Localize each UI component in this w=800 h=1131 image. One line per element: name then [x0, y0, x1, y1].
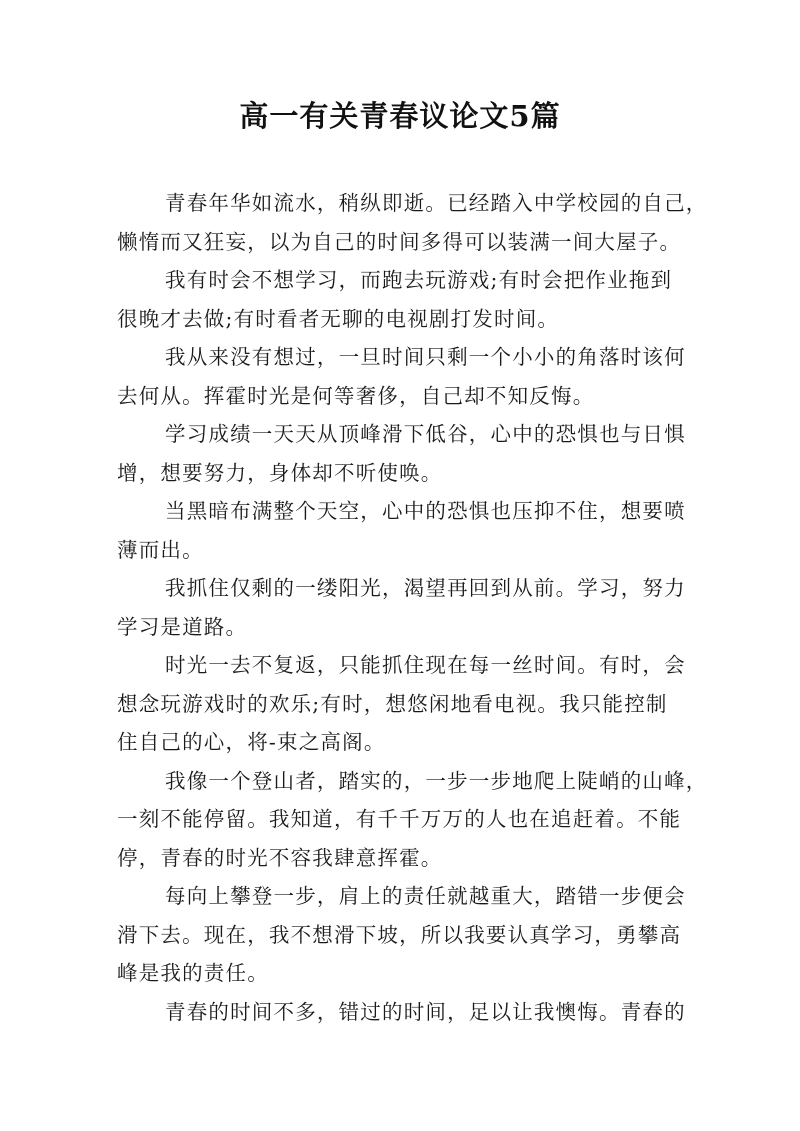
paragraph-line: 懒惰而又狂妄，以为自己的时间多得可以装满一间大屋子。	[117, 229, 682, 254]
paragraph-line: 薄而出。	[117, 537, 204, 562]
paragraph	[117, 646, 692, 762]
paragraph-line: 一刻不能停留。我知道，有千千万万的人也在追赶着。不能	[117, 807, 682, 831]
paragraph-line: 学习成绩一天天从顶峰滑下低谷，心中的恐惧也与日惧	[165, 422, 686, 446]
paragraph-line: 我从来没有想过，一旦时间只剩一个小小的角落时该何	[165, 345, 686, 369]
paragraph-line: 我抓住仅剩的一缕阳光，渴望再回到从前。学习，努力	[165, 576, 686, 600]
paragraph-line: 当黑暗布满整个天空，心中的恐惧也压抑不住，想要喷	[165, 499, 686, 523]
paragraph	[117, 569, 692, 646]
paragraph	[117, 762, 708, 878]
paragraph-line: 住自己的心，将-束之高阁。	[117, 730, 386, 754]
paragraph-line: 我有时会不想学习，而跑去玩游戏;有时会把作业拖到	[165, 268, 673, 292]
document-title: 高一有关青春议论文5篇	[239, 99, 561, 133]
paragraph-line: 增，想要努力，身体却不听使唤。	[117, 460, 443, 485]
paragraph	[117, 184, 708, 261]
paragraph	[117, 261, 692, 338]
paragraph	[117, 993, 692, 1032]
paragraph	[117, 492, 692, 569]
paragraph-line: 青春年华如流水，稍纵即逝。已经踏入中学校园的自己，	[165, 191, 708, 215]
paragraph-line: 停，青春的时光不容我肆意挥霍。	[117, 845, 443, 870]
paragraph-line: 很晚才去做;有时看者无聊的电视剧打发时间。	[117, 306, 560, 331]
paragraph	[117, 338, 692, 415]
paragraph-line: 每向上攀登一步，肩上的责任就越重大，踏错一步便会	[165, 884, 686, 908]
paragraph-line: 学习是道路。	[117, 614, 248, 639]
paragraph-line: 想念玩游戏时的欢乐;有时，想悠闲地看电视。我只能控制	[117, 691, 668, 716]
paragraph-line: 滑下去。现在，我不想滑下坡，所以我要认真学习，勇攀高	[117, 922, 682, 947]
paragraph-line: 去何从。挥霍时光是何等奢侈，自己却不知反悔。	[117, 383, 595, 408]
paragraph	[117, 415, 692, 492]
paragraph	[117, 877, 692, 993]
paragraph-line: 我像一个登山者，踏实的，一步一步地爬上陡峭的山峰，	[165, 768, 708, 793]
document-body	[117, 184, 708, 1031]
paragraph-line: 峰是我的责任。	[117, 961, 269, 985]
paragraph-line: 青春的时间不多，错过的时间，足以让我懊悔。青春的	[165, 999, 686, 1024]
paragraph-line: 时光一去不复返，只能抓住现在每一丝时间。有时，会	[165, 653, 686, 677]
